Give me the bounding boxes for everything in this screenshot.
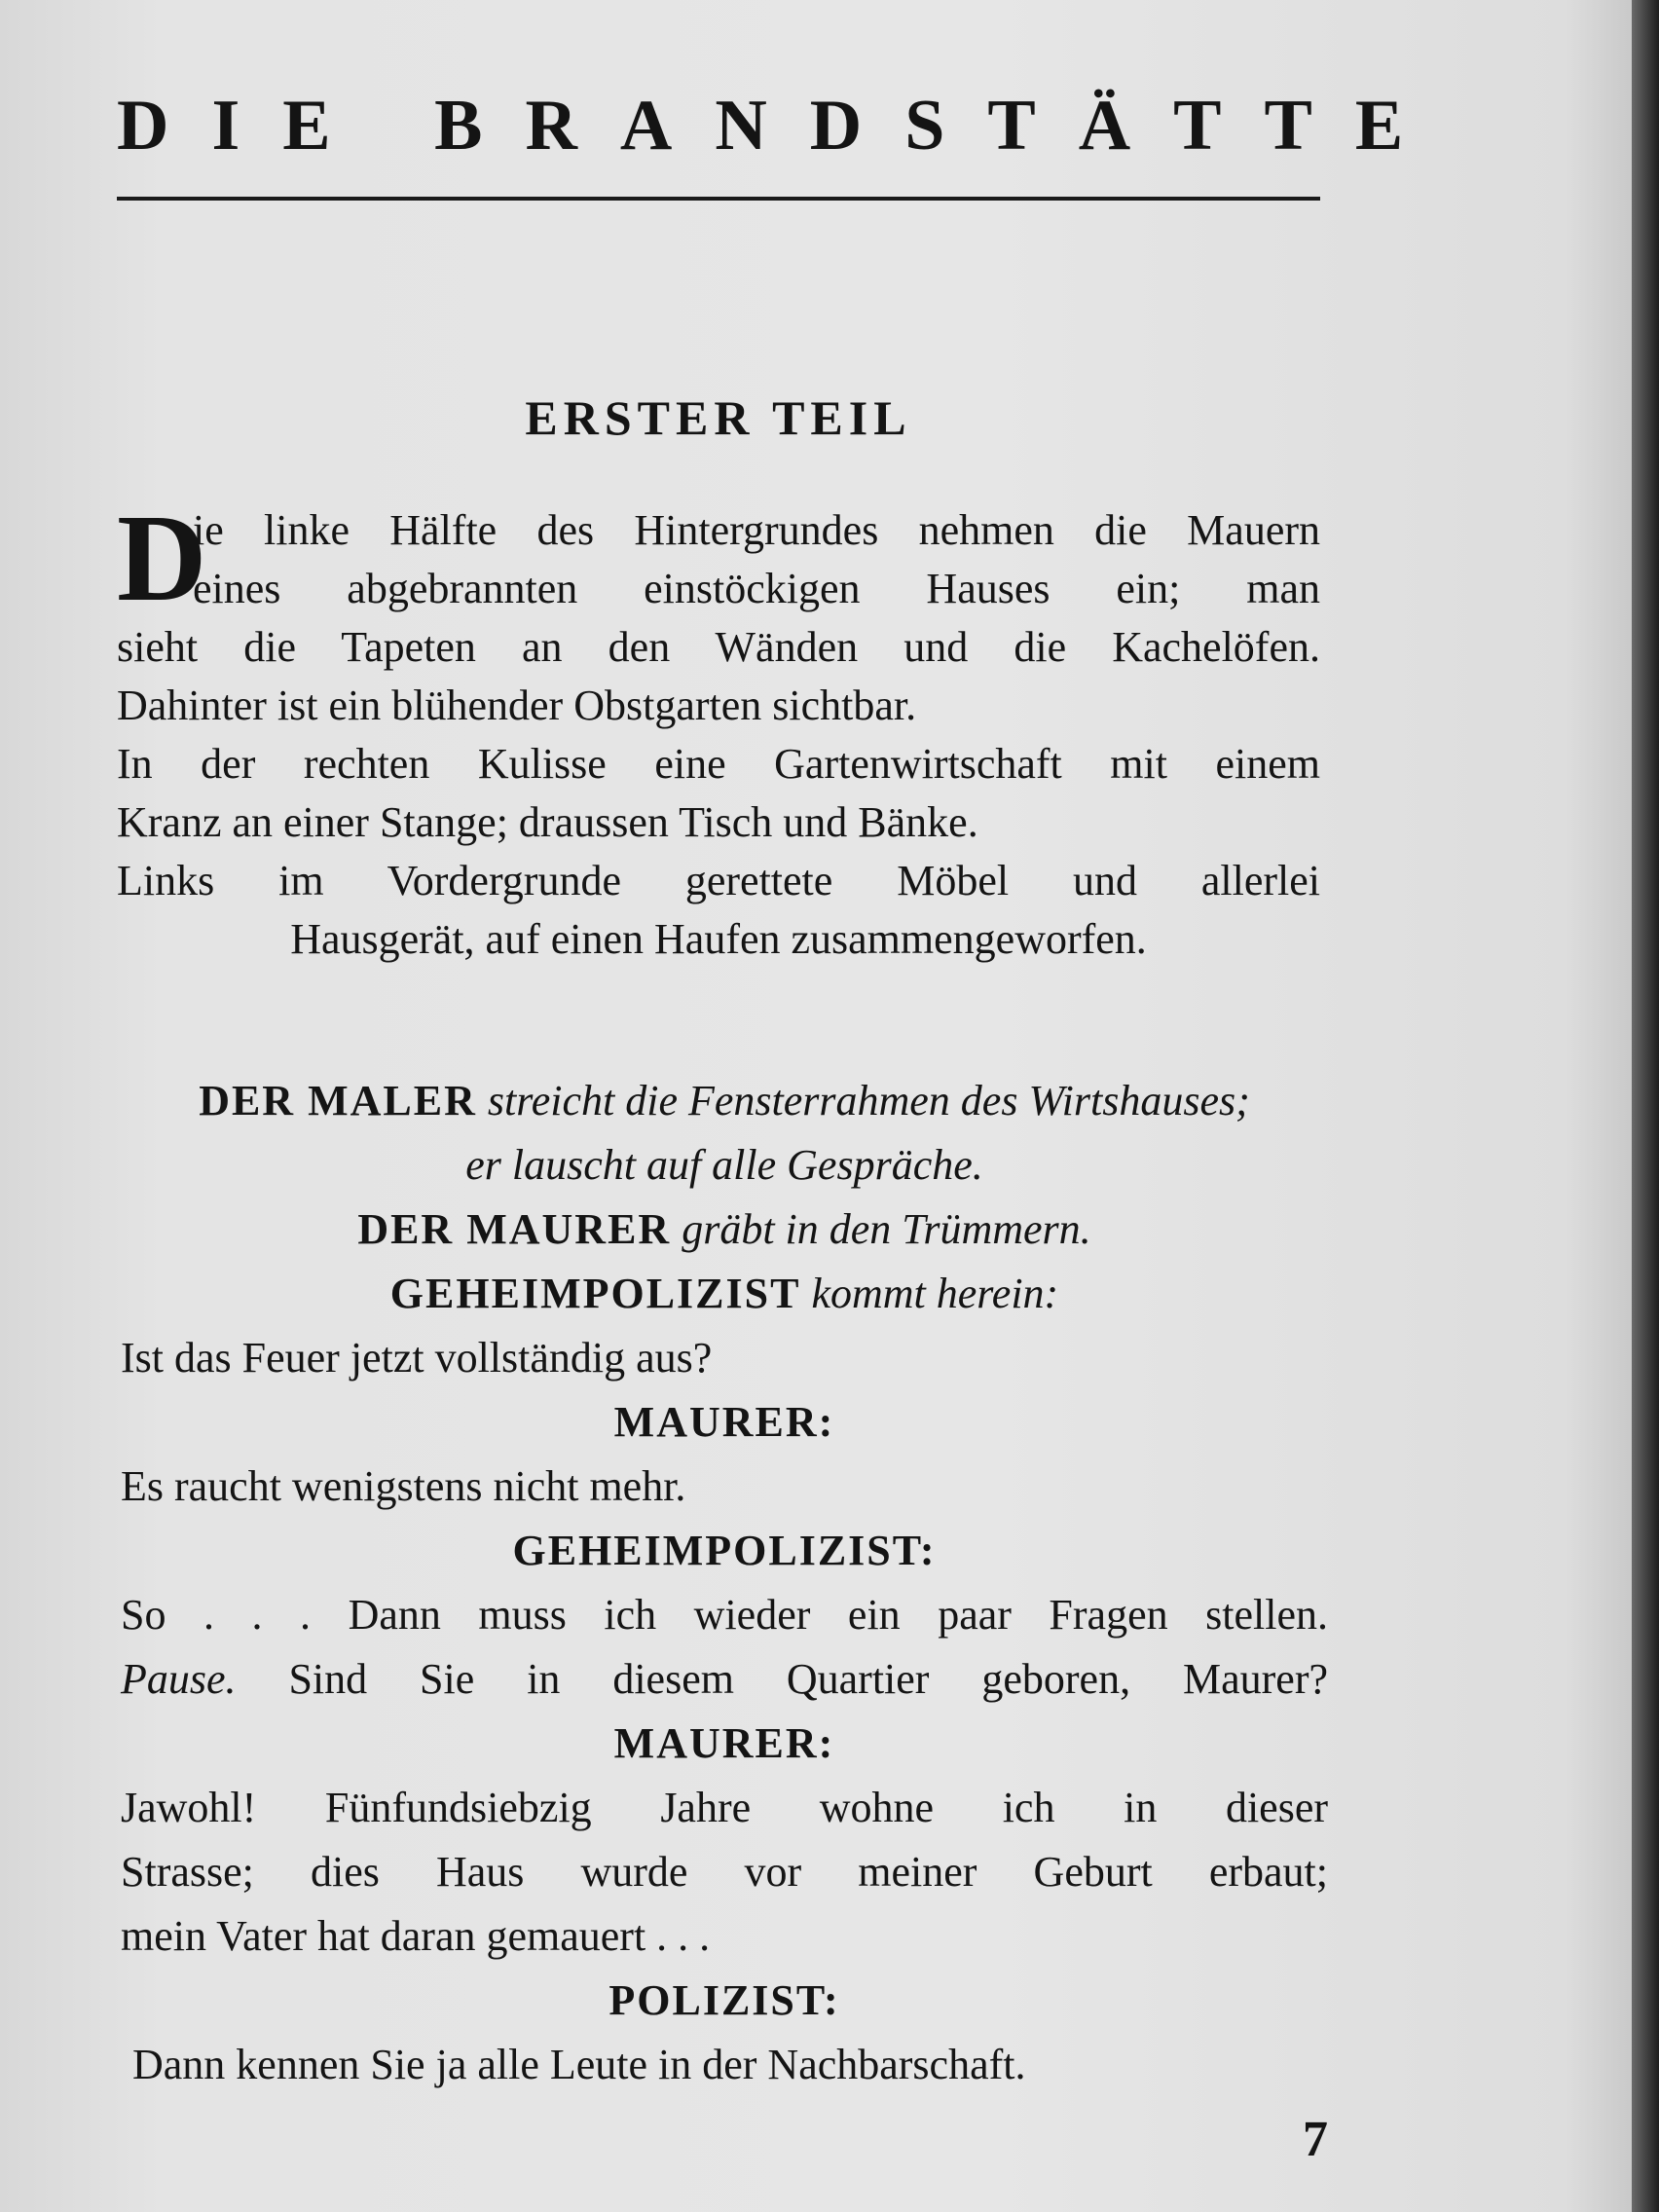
character-name: GEHEIMPOLIZIST (389, 1270, 801, 1317)
cast-entry-polizist (121, 1262, 1328, 1326)
speaker-label: MAURER: (613, 1398, 835, 1446)
dialogue-line: mein Vater hat daran gemauert . . . (121, 1912, 711, 1960)
stage-action: Pause. (121, 1655, 237, 1703)
dialogue-line (121, 1647, 1328, 1712)
stage-line: sieht die Tapeten an den Wänden und die Kachelöfen. (117, 623, 1320, 671)
drop-cap-lines (193, 501, 1320, 618)
stage-line: In der rechten Kulisse eine Gartenwirtschaft mit einem (117, 740, 1320, 788)
cast-entry-maler (121, 1069, 1328, 1133)
section-title: ERSTER TEIL (525, 390, 912, 445)
cast-entry-maurer (121, 1198, 1328, 1262)
running-head-title: DIE BRANDSTÄTTE (117, 86, 1447, 166)
page-number: 7 (1303, 2112, 1328, 2167)
stage-action: kommt herein: (811, 1270, 1059, 1317)
speaker-label: MAURER: (613, 1719, 835, 1767)
speaker-label: POLIZIST: (608, 1976, 840, 2024)
dialogue-section (121, 1069, 1328, 2097)
dialogue-line: Dann kennen Sie ja alle Leute in der Nachbarschaft. (132, 2041, 1026, 2088)
dialogue-line: Jawohl! Fünfundsiebzig Jahre wohne ich in dieser (121, 1784, 1328, 1831)
character-name: DER MAURER (357, 1205, 672, 1253)
dialogue-line: Ist das Feuer jetzt vollständig aus? (121, 1334, 713, 1382)
stage-action: er lauscht auf alle Gespräche. (465, 1141, 983, 1189)
dialogue-line: Strasse; dies Haus wurde vor meiner Geburt erbaut; (121, 1848, 1328, 1896)
dialogue-line: Es raucht wenigstens nicht mehr. (121, 1462, 686, 1510)
stage-line: Links im Vordergrunde gerettete Möbel und allerlei (117, 857, 1320, 904)
opening-stage-direction (117, 489, 1320, 969)
dialogue-text: Sind Sie in diesem Quartier geboren, Maurer? (288, 1655, 1329, 1703)
drop-cap: D (117, 489, 207, 627)
stage-line: eines abgebrannten einstöckigen Hauses ein; man (193, 565, 1320, 612)
drop-cap-block (117, 489, 1320, 627)
speaker-label: GEHEIMPOLIZIST: (512, 1527, 937, 1574)
book-spine-shadow (1632, 0, 1659, 2212)
character-name: DER MALER (199, 1077, 477, 1124)
stage-line: Kranz an einer Stange; draussen Tisch und Bänke. (117, 798, 978, 846)
header-rule (117, 197, 1320, 201)
stage-action: streicht die Fensterrahmen des Wirtshauses; (487, 1077, 1250, 1124)
stage-line: ie linke Hälfte des Hintergrundes nehmen die Mauern (193, 506, 1320, 554)
stage-line: Hausgerät, auf einen Haufen zusammengeworfen. (290, 915, 1147, 963)
stage-action: gräbt in den Trümmern. (682, 1205, 1091, 1253)
running-header (117, 86, 1447, 201)
dialogue-line: So . . . Dann muss ich wieder ein paar Fragen stellen. (121, 1591, 1328, 1639)
stage-line: Dahinter ist ein blühender Obstgarten sichtbar. (117, 682, 917, 729)
